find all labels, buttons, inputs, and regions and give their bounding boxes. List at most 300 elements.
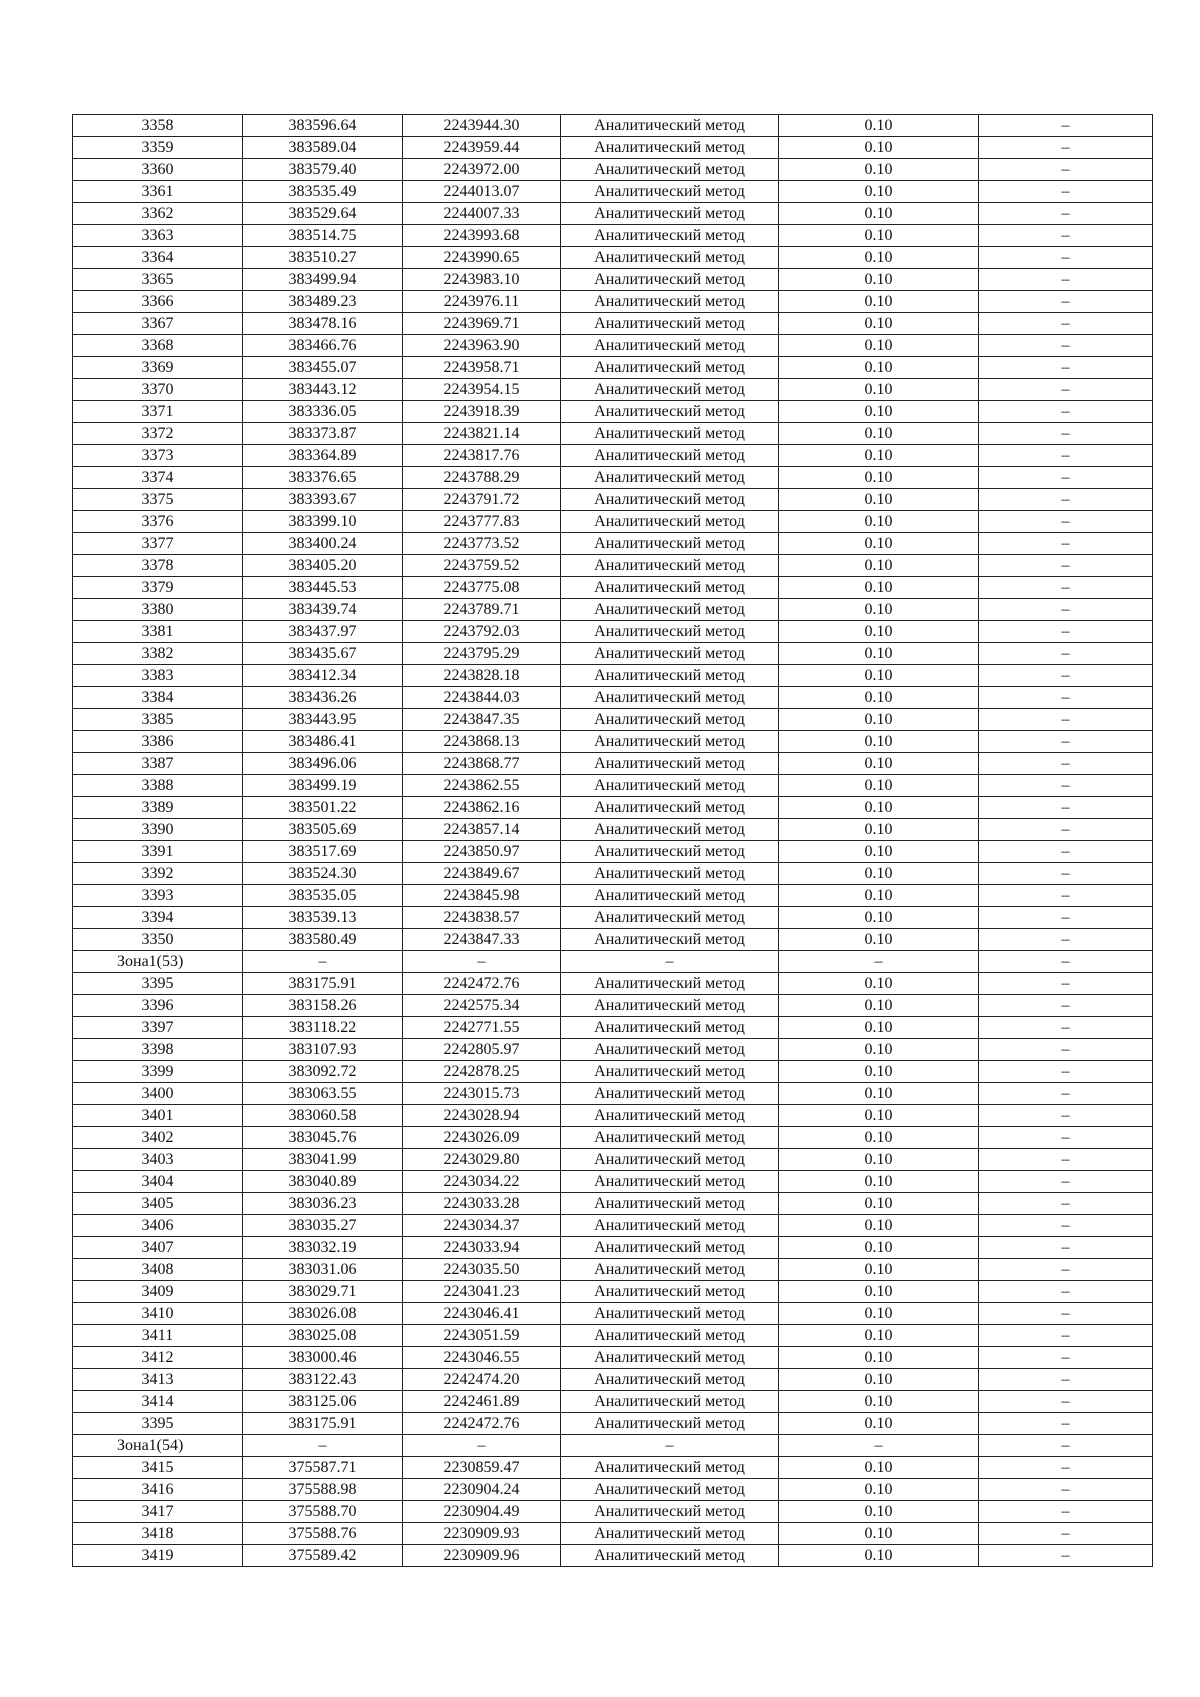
x-coordinate-cell: 383031.06 xyxy=(243,1259,403,1281)
note-cell: – xyxy=(979,1259,1153,1281)
x-coordinate-cell: 383524.30 xyxy=(243,863,403,885)
method-cell: Аналитический метод xyxy=(561,1523,779,1545)
table-row xyxy=(73,379,1153,401)
x-coordinate-cell: 383589.04 xyxy=(243,137,403,159)
method-cell: Аналитический метод xyxy=(561,511,779,533)
note-cell: – xyxy=(979,225,1153,247)
method-cell: Аналитический метод xyxy=(561,247,779,269)
x-coordinate-cell: 375589.42 xyxy=(243,1545,403,1567)
x-coordinate-cell: 383122.43 xyxy=(243,1369,403,1391)
table-row xyxy=(73,907,1153,929)
table-row xyxy=(73,973,1153,995)
point-number-cell: 3396 xyxy=(73,995,243,1017)
accuracy-cell: 0.10 xyxy=(779,269,979,291)
table-row xyxy=(73,1413,1153,1435)
accuracy-cell: 0.10 xyxy=(779,489,979,511)
accuracy-cell: 0.10 xyxy=(779,137,979,159)
method-cell: Аналитический метод xyxy=(561,115,779,137)
point-number-cell: 3358 xyxy=(73,115,243,137)
y-coordinate-cell: 2243990.65 xyxy=(403,247,561,269)
table-row xyxy=(73,775,1153,797)
method-cell: Аналитический метод xyxy=(561,291,779,313)
table-row xyxy=(73,1237,1153,1259)
note-cell: – xyxy=(979,533,1153,555)
note-cell: – xyxy=(979,1061,1153,1083)
x-coordinate-cell: 383026.08 xyxy=(243,1303,403,1325)
accuracy-cell: 0.10 xyxy=(779,291,979,313)
point-number-cell: 3365 xyxy=(73,269,243,291)
note-cell: – xyxy=(979,643,1153,665)
table-row xyxy=(73,929,1153,951)
method-cell: – xyxy=(561,951,779,973)
x-coordinate-cell: 383499.19 xyxy=(243,775,403,797)
method-cell: Аналитический метод xyxy=(561,1303,779,1325)
x-coordinate-cell: 383455.07 xyxy=(243,357,403,379)
accuracy-cell: 0.10 xyxy=(779,1479,979,1501)
method-cell: Аналитический метод xyxy=(561,1215,779,1237)
table-row xyxy=(73,577,1153,599)
note-cell: – xyxy=(979,1413,1153,1435)
point-number-cell: 3387 xyxy=(73,753,243,775)
accuracy-cell: 0.10 xyxy=(779,1325,979,1347)
method-cell: Аналитический метод xyxy=(561,1083,779,1105)
table-row xyxy=(73,1501,1153,1523)
method-cell: Аналитический метод xyxy=(561,225,779,247)
accuracy-cell: 0.10 xyxy=(779,159,979,181)
table-row xyxy=(73,621,1153,643)
table-row xyxy=(73,1061,1153,1083)
accuracy-cell: 0.10 xyxy=(779,555,979,577)
y-coordinate-cell: 2243046.55 xyxy=(403,1347,561,1369)
point-number-cell: 3393 xyxy=(73,885,243,907)
y-coordinate-cell: 2242878.25 xyxy=(403,1061,561,1083)
accuracy-cell: 0.10 xyxy=(779,181,979,203)
y-coordinate-cell: 2242472.76 xyxy=(403,973,561,995)
point-number-cell: 3414 xyxy=(73,1391,243,1413)
x-coordinate-cell: 375588.70 xyxy=(243,1501,403,1523)
method-cell: Аналитический метод xyxy=(561,1457,779,1479)
accuracy-cell: 0.10 xyxy=(779,247,979,269)
accuracy-cell: 0.10 xyxy=(779,1391,979,1413)
point-number-cell: 3361 xyxy=(73,181,243,203)
note-cell: – xyxy=(979,115,1153,137)
note-cell: – xyxy=(979,1193,1153,1215)
note-cell: – xyxy=(979,885,1153,907)
x-coordinate-cell: 383436.26 xyxy=(243,687,403,709)
table-row xyxy=(73,1149,1153,1171)
note-cell: – xyxy=(979,1215,1153,1237)
point-number-cell: 3386 xyxy=(73,731,243,753)
point-number-cell: 3381 xyxy=(73,621,243,643)
table-row xyxy=(73,203,1153,225)
point-number-cell: 3402 xyxy=(73,1127,243,1149)
point-number-cell: 3410 xyxy=(73,1303,243,1325)
y-coordinate-cell: 2230904.24 xyxy=(403,1479,561,1501)
accuracy-cell: 0.10 xyxy=(779,577,979,599)
y-coordinate-cell: 2243993.68 xyxy=(403,225,561,247)
method-cell: – xyxy=(561,1435,779,1457)
method-cell: Аналитический метод xyxy=(561,313,779,335)
x-coordinate-cell: 383175.91 xyxy=(243,973,403,995)
accuracy-cell: 0.10 xyxy=(779,533,979,555)
accuracy-cell: 0.10 xyxy=(779,665,979,687)
y-coordinate-cell: 2243972.00 xyxy=(403,159,561,181)
x-coordinate-cell: 383443.95 xyxy=(243,709,403,731)
method-cell: Аналитический метод xyxy=(561,137,779,159)
y-coordinate-cell: 2242474.20 xyxy=(403,1369,561,1391)
note-cell: – xyxy=(979,819,1153,841)
accuracy-cell: 0.10 xyxy=(779,511,979,533)
y-coordinate-cell: 2243821.14 xyxy=(403,423,561,445)
accuracy-cell: 0.10 xyxy=(779,379,979,401)
y-coordinate-cell: 2243983.10 xyxy=(403,269,561,291)
x-coordinate-cell: 383445.53 xyxy=(243,577,403,599)
x-coordinate-cell: 383125.06 xyxy=(243,1391,403,1413)
point-number-cell: 3350 xyxy=(73,929,243,951)
method-cell: Аналитический метод xyxy=(561,1149,779,1171)
y-coordinate-cell: – xyxy=(403,1435,561,1457)
point-number-cell: 3379 xyxy=(73,577,243,599)
note-cell: – xyxy=(979,621,1153,643)
point-number-cell: 3403 xyxy=(73,1149,243,1171)
method-cell: Аналитический метод xyxy=(561,1039,779,1061)
point-number-cell: 3374 xyxy=(73,467,243,489)
point-number-cell: 3368 xyxy=(73,335,243,357)
x-coordinate-cell: 383025.08 xyxy=(243,1325,403,1347)
point-number-cell: 3360 xyxy=(73,159,243,181)
coordinates-table-body xyxy=(73,115,1153,1567)
accuracy-cell: 0.10 xyxy=(779,643,979,665)
note-cell: – xyxy=(979,1479,1153,1501)
accuracy-cell: 0.10 xyxy=(779,973,979,995)
x-coordinate-cell: – xyxy=(243,951,403,973)
y-coordinate-cell: 2243777.83 xyxy=(403,511,561,533)
accuracy-cell: 0.10 xyxy=(779,599,979,621)
y-coordinate-cell: 2243028.94 xyxy=(403,1105,561,1127)
table-row xyxy=(73,291,1153,313)
point-number-cell: 3409 xyxy=(73,1281,243,1303)
y-coordinate-cell: 2243034.37 xyxy=(403,1215,561,1237)
accuracy-cell: 0.10 xyxy=(779,1457,979,1479)
note-cell: – xyxy=(979,203,1153,225)
method-cell: Аналитический метод xyxy=(561,643,779,665)
point-number-cell: Зона1(54) xyxy=(73,1435,243,1457)
x-coordinate-cell: 383437.97 xyxy=(243,621,403,643)
y-coordinate-cell: 2243862.16 xyxy=(403,797,561,819)
y-coordinate-cell: 2243046.41 xyxy=(403,1303,561,1325)
table-row xyxy=(73,467,1153,489)
point-number-cell: 3376 xyxy=(73,511,243,533)
accuracy-cell: 0.10 xyxy=(779,1501,979,1523)
point-number-cell: 3416 xyxy=(73,1479,243,1501)
method-cell: Аналитический метод xyxy=(561,1281,779,1303)
zone-header-row xyxy=(73,951,1153,973)
note-cell: – xyxy=(979,1127,1153,1149)
x-coordinate-cell: 383032.19 xyxy=(243,1237,403,1259)
accuracy-cell: 0.10 xyxy=(779,357,979,379)
method-cell: Аналитический метод xyxy=(561,159,779,181)
accuracy-cell: 0.10 xyxy=(779,1171,979,1193)
method-cell: Аналитический метод xyxy=(561,1017,779,1039)
note-cell: – xyxy=(979,599,1153,621)
method-cell: Аналитический метод xyxy=(561,1325,779,1347)
x-coordinate-cell: 383529.64 xyxy=(243,203,403,225)
accuracy-cell: 0.10 xyxy=(779,819,979,841)
method-cell: Аналитический метод xyxy=(561,1061,779,1083)
point-number-cell: 3394 xyxy=(73,907,243,929)
note-cell: – xyxy=(979,1281,1153,1303)
x-coordinate-cell: 383435.67 xyxy=(243,643,403,665)
point-number-cell: 3377 xyxy=(73,533,243,555)
table-row xyxy=(73,1457,1153,1479)
method-cell: Аналитический метод xyxy=(561,489,779,511)
point-number-cell: 3417 xyxy=(73,1501,243,1523)
y-coordinate-cell: 2230904.49 xyxy=(403,1501,561,1523)
point-number-cell: 3392 xyxy=(73,863,243,885)
table-row xyxy=(73,599,1153,621)
point-number-cell: 3388 xyxy=(73,775,243,797)
point-number-cell: 3385 xyxy=(73,709,243,731)
y-coordinate-cell: 2243789.71 xyxy=(403,599,561,621)
point-number-cell: 3373 xyxy=(73,445,243,467)
note-cell: – xyxy=(979,1435,1153,1457)
x-coordinate-cell: 383393.67 xyxy=(243,489,403,511)
table-row xyxy=(73,1039,1153,1061)
note-cell: – xyxy=(979,269,1153,291)
note-cell: – xyxy=(979,841,1153,863)
y-coordinate-cell: 2243838.57 xyxy=(403,907,561,929)
method-cell: Аналитический метод xyxy=(561,1347,779,1369)
y-coordinate-cell: 2243857.14 xyxy=(403,819,561,841)
x-coordinate-cell: 375587.71 xyxy=(243,1457,403,1479)
y-coordinate-cell: 2243849.67 xyxy=(403,863,561,885)
method-cell: Аналитический метод xyxy=(561,599,779,621)
point-number-cell: 3408 xyxy=(73,1259,243,1281)
y-coordinate-cell: 2243868.77 xyxy=(403,753,561,775)
point-number-cell: 3404 xyxy=(73,1171,243,1193)
x-coordinate-cell: 383478.16 xyxy=(243,313,403,335)
x-coordinate-cell: 383580.49 xyxy=(243,929,403,951)
accuracy-cell: 0.10 xyxy=(779,467,979,489)
y-coordinate-cell: 2243868.13 xyxy=(403,731,561,753)
x-coordinate-cell: 383000.46 xyxy=(243,1347,403,1369)
x-coordinate-cell: 383505.69 xyxy=(243,819,403,841)
note-cell: – xyxy=(979,1347,1153,1369)
method-cell: Аналитический метод xyxy=(561,401,779,423)
method-cell: Аналитический метод xyxy=(561,1479,779,1501)
method-cell: Аналитический метод xyxy=(561,1105,779,1127)
y-coordinate-cell: 2244007.33 xyxy=(403,203,561,225)
method-cell: Аналитический метод xyxy=(561,1413,779,1435)
table-row xyxy=(73,1105,1153,1127)
accuracy-cell: 0.10 xyxy=(779,1413,979,1435)
table-row xyxy=(73,885,1153,907)
method-cell: Аналитический метод xyxy=(561,731,779,753)
y-coordinate-cell: 2243788.29 xyxy=(403,467,561,489)
x-coordinate-cell: 383496.06 xyxy=(243,753,403,775)
table-row xyxy=(73,401,1153,423)
method-cell: Аналитический метод xyxy=(561,709,779,731)
note-cell: – xyxy=(979,577,1153,599)
point-number-cell: 3405 xyxy=(73,1193,243,1215)
x-coordinate-cell: 383399.10 xyxy=(243,511,403,533)
note-cell: – xyxy=(979,951,1153,973)
y-coordinate-cell: 2243850.97 xyxy=(403,841,561,863)
accuracy-cell: 0.10 xyxy=(779,797,979,819)
note-cell: – xyxy=(979,687,1153,709)
method-cell: Аналитический метод xyxy=(561,863,779,885)
table-row xyxy=(73,511,1153,533)
point-number-cell: 3369 xyxy=(73,357,243,379)
accuracy-cell: 0.10 xyxy=(779,841,979,863)
table-row xyxy=(73,1215,1153,1237)
accuracy-cell: 0.10 xyxy=(779,1347,979,1369)
method-cell: Аналитический метод xyxy=(561,555,779,577)
note-cell: – xyxy=(979,1237,1153,1259)
point-number-cell: 3415 xyxy=(73,1457,243,1479)
note-cell: – xyxy=(979,1501,1153,1523)
point-number-cell: 3382 xyxy=(73,643,243,665)
accuracy-cell: 0.10 xyxy=(779,445,979,467)
method-cell: Аналитический метод xyxy=(561,203,779,225)
x-coordinate-cell: 383510.27 xyxy=(243,247,403,269)
y-coordinate-cell: 2243775.08 xyxy=(403,577,561,599)
table-row xyxy=(73,1479,1153,1501)
table-row xyxy=(73,1391,1153,1413)
table-row xyxy=(73,1017,1153,1039)
accuracy-cell: 0.10 xyxy=(779,1149,979,1171)
y-coordinate-cell: 2243033.28 xyxy=(403,1193,561,1215)
note-cell: – xyxy=(979,137,1153,159)
note-cell: – xyxy=(979,247,1153,269)
note-cell: – xyxy=(979,973,1153,995)
x-coordinate-cell: 383107.93 xyxy=(243,1039,403,1061)
note-cell: – xyxy=(979,335,1153,357)
accuracy-cell: 0.10 xyxy=(779,1061,979,1083)
method-cell: Аналитический метод xyxy=(561,819,779,841)
accuracy-cell: 0.10 xyxy=(779,225,979,247)
y-coordinate-cell: 2242575.34 xyxy=(403,995,561,1017)
y-coordinate-cell: 2243963.90 xyxy=(403,335,561,357)
table-row xyxy=(73,1303,1153,1325)
accuracy-cell: 0.10 xyxy=(779,115,979,137)
x-coordinate-cell: 383579.40 xyxy=(243,159,403,181)
y-coordinate-cell: 2243034.22 xyxy=(403,1171,561,1193)
point-number-cell: 3389 xyxy=(73,797,243,819)
accuracy-cell: 0.10 xyxy=(779,1083,979,1105)
point-number-cell: 3401 xyxy=(73,1105,243,1127)
method-cell: Аналитический метод xyxy=(561,1501,779,1523)
y-coordinate-cell: 2242472.76 xyxy=(403,1413,561,1435)
y-coordinate-cell: 2243847.33 xyxy=(403,929,561,951)
method-cell: Аналитический метод xyxy=(561,379,779,401)
x-coordinate-cell: 383514.75 xyxy=(243,225,403,247)
point-number-cell: 3407 xyxy=(73,1237,243,1259)
method-cell: Аналитический метод xyxy=(561,995,779,1017)
note-cell: – xyxy=(979,1391,1153,1413)
x-coordinate-cell: 383373.87 xyxy=(243,423,403,445)
y-coordinate-cell: 2230909.93 xyxy=(403,1523,561,1545)
point-number-cell: 3371 xyxy=(73,401,243,423)
accuracy-cell: 0.10 xyxy=(779,335,979,357)
accuracy-cell: 0.10 xyxy=(779,1545,979,1567)
note-cell: – xyxy=(979,797,1153,819)
method-cell: Аналитический метод xyxy=(561,775,779,797)
x-coordinate-cell: 375588.76 xyxy=(243,1523,403,1545)
y-coordinate-cell: 2243773.52 xyxy=(403,533,561,555)
method-cell: Аналитический метод xyxy=(561,467,779,489)
table-row xyxy=(73,1325,1153,1347)
table-row xyxy=(73,137,1153,159)
method-cell: Аналитический метод xyxy=(561,357,779,379)
y-coordinate-cell: 2243051.59 xyxy=(403,1325,561,1347)
table-row xyxy=(73,863,1153,885)
y-coordinate-cell: 2243918.39 xyxy=(403,401,561,423)
method-cell: Аналитический метод xyxy=(561,423,779,445)
method-cell: Аналитический метод xyxy=(561,1391,779,1413)
table-row xyxy=(73,995,1153,1017)
point-number-cell: 3359 xyxy=(73,137,243,159)
table-row xyxy=(73,643,1153,665)
x-coordinate-cell: – xyxy=(243,1435,403,1457)
note-cell: – xyxy=(979,489,1153,511)
note-cell: – xyxy=(979,467,1153,489)
note-cell: – xyxy=(979,995,1153,1017)
method-cell: Аналитический метод xyxy=(561,269,779,291)
y-coordinate-cell: 2243847.35 xyxy=(403,709,561,731)
y-coordinate-cell: 2243944.30 xyxy=(403,115,561,137)
x-coordinate-cell: 383405.20 xyxy=(243,555,403,577)
y-coordinate-cell: 2243828.18 xyxy=(403,665,561,687)
note-cell: – xyxy=(979,929,1153,951)
accuracy-cell: 0.10 xyxy=(779,907,979,929)
y-coordinate-cell: 2242771.55 xyxy=(403,1017,561,1039)
x-coordinate-cell: 383376.65 xyxy=(243,467,403,489)
point-number-cell: 3380 xyxy=(73,599,243,621)
x-coordinate-cell: 383412.34 xyxy=(243,665,403,687)
y-coordinate-cell: 2243795.29 xyxy=(403,643,561,665)
accuracy-cell: 0.10 xyxy=(779,1281,979,1303)
method-cell: Аналитический метод xyxy=(561,1171,779,1193)
y-coordinate-cell: 2243759.52 xyxy=(403,555,561,577)
method-cell: Аналитический метод xyxy=(561,533,779,555)
x-coordinate-cell: 383063.55 xyxy=(243,1083,403,1105)
method-cell: Аналитический метод xyxy=(561,797,779,819)
y-coordinate-cell: 2243035.50 xyxy=(403,1259,561,1281)
y-coordinate-cell: 2242461.89 xyxy=(403,1391,561,1413)
point-number-cell: Зона1(53) xyxy=(73,951,243,973)
x-coordinate-cell: 383036.23 xyxy=(243,1193,403,1215)
note-cell: – xyxy=(979,731,1153,753)
table-row xyxy=(73,533,1153,555)
table-row xyxy=(73,731,1153,753)
table-row xyxy=(73,709,1153,731)
y-coordinate-cell: 2243862.55 xyxy=(403,775,561,797)
accuracy-cell: 0.10 xyxy=(779,1127,979,1149)
note-cell: – xyxy=(979,291,1153,313)
table-row xyxy=(73,1127,1153,1149)
method-cell: Аналитический метод xyxy=(561,687,779,709)
method-cell: Аналитический метод xyxy=(561,1127,779,1149)
table-row xyxy=(73,1369,1153,1391)
method-cell: Аналитический метод xyxy=(561,841,779,863)
table-row xyxy=(73,665,1153,687)
accuracy-cell: 0.10 xyxy=(779,1039,979,1061)
accuracy-cell: 0.10 xyxy=(779,885,979,907)
point-number-cell: 3397 xyxy=(73,1017,243,1039)
table-row xyxy=(73,115,1153,137)
note-cell: – xyxy=(979,379,1153,401)
